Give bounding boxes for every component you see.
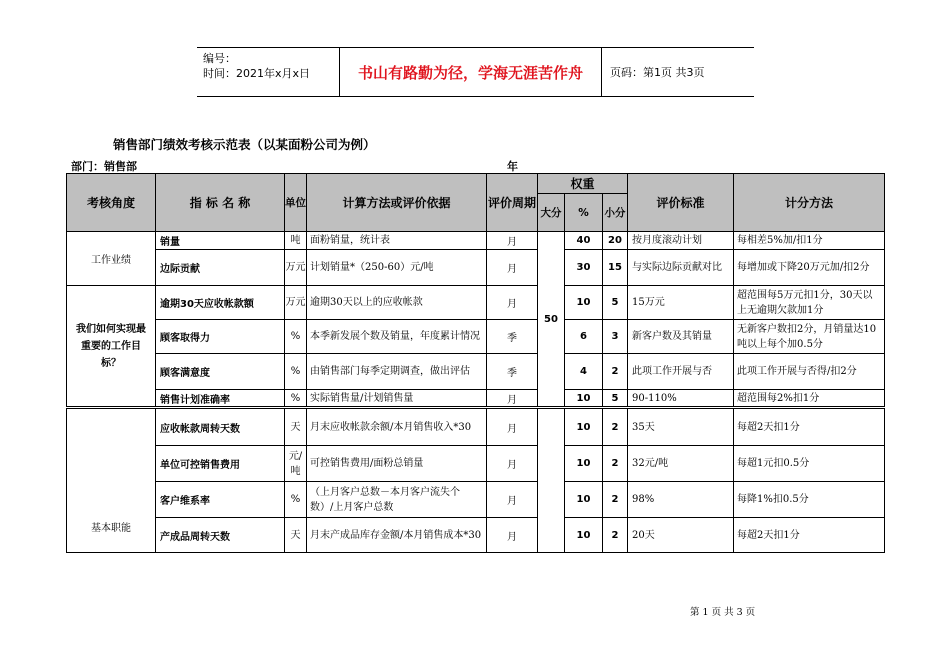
small-cell: 15 [603,250,628,286]
perspective-title: 基本职能 [67,408,156,553]
number-label: 编号： [203,52,236,65]
indicator-name: 顾客满意度 [156,354,285,390]
period-cell: 月 [487,390,538,408]
motto: 书山有路勤为径，学海无涯苦作舟 [340,48,602,96]
scoring-cell: 每增加或下降20万元加/扣2分 [734,250,885,286]
method-cell: 由销售部门每季定期调查，做出评估 [307,354,487,390]
table-row [67,354,885,390]
pct-cell: 40 [565,232,603,250]
pct-cell: 10 [565,408,603,446]
header-criteria: 评价标准 [628,174,734,232]
method-cell: 月末产成品库存金额/本月销售成本*30 [307,518,487,553]
method-cell: 月末应收帐款余额/本月销售收入*30 [307,408,487,446]
pct-cell: 10 [565,390,603,408]
perspective-question-text: 我们如何实现最重要的工作目标？ [76,323,146,369]
table-row [67,446,885,482]
table-row [67,518,885,553]
small-cell: 5 [603,286,628,320]
scoring-cell: 每超2天扣1分 [734,518,885,553]
header-unit: 单位 [285,174,307,232]
unit-cell: 元/吨 [285,446,307,482]
year-label: 年 [507,160,518,173]
criteria-cell: 32元/吨 [628,446,734,482]
small-cell: 20 [603,232,628,250]
period-cell: 月 [487,286,538,320]
document-title: 销售部门绩效考核示范表（以某面粉公司为例） [113,137,376,152]
period-cell: 季 [487,354,538,390]
header-meta [197,48,340,96]
period-cell: 季 [487,320,538,354]
small-cell: 2 [603,518,628,553]
small-cell: 2 [603,354,628,390]
criteria-cell: 与实际边际贡献对比 [628,250,734,286]
criteria-cell: 98% [628,482,734,518]
scoring-cell: 每超1元扣0.5分 [734,446,885,482]
unit-cell: 天 [285,408,307,446]
pct-cell: 4 [565,354,603,390]
method-cell: 计划销量*（250-60）元/吨 [307,250,487,286]
criteria-cell: 按月度滚动计划 [628,232,734,250]
big-weight-cell [538,408,565,553]
small-cell: 5 [603,390,628,408]
small-cell: 2 [603,446,628,482]
unit-cell: % [285,482,307,518]
unit-cell: 天 [285,518,307,553]
page-label: 页码：第1页 共3页 [610,66,705,79]
pct-cell: 10 [565,446,603,482]
indicator-name: 销量 [156,232,285,250]
scoring-cell: 每超2天扣1分 [734,408,885,446]
table-row [67,232,885,250]
unit-cell: % [285,320,307,354]
small-cell: 2 [603,408,628,446]
period-cell: 月 [487,518,538,553]
criteria-cell: 20天 [628,518,734,553]
period-cell: 月 [487,446,538,482]
indicator-name: 边际贡献 [156,250,285,286]
big-weight-cell: 50 [538,232,565,408]
criteria-cell: 90-110% [628,390,734,408]
date-label: 时间：2021年x月x日 [203,67,311,80]
scoring-cell: 每降1%扣0.5分 [734,482,885,518]
unit-cell: % [285,390,307,408]
header-method: 计算方法或评价依据 [307,174,487,232]
performance-table [66,173,885,553]
criteria-cell: 新客户数及其销量 [628,320,734,354]
table-row [67,390,885,408]
indicator-name: 逾期30天应收帐款额 [156,286,285,320]
unit-cell: 吨 [285,232,307,250]
table-row [67,320,885,354]
unit-cell: 万元 [285,250,307,286]
method-cell: 可控销售费用/面粉总销量 [307,446,487,482]
pct-cell: 10 [565,286,603,320]
header-weight-pct: % [565,194,603,232]
indicator-name: 应收帐款周转天数 [156,408,285,446]
document-header [197,47,754,97]
unit-cell: 万元 [285,286,307,320]
header-perspective: 考核角度 [67,174,156,232]
pct-cell: 6 [565,320,603,354]
table-row [67,482,885,518]
header-indicator: 指 标 名 称 [156,174,285,232]
scoring-cell: 每相差5%加/扣1分 [734,232,885,250]
small-cell: 2 [603,482,628,518]
period-cell: 月 [487,250,538,286]
header-weight-small: 小分 [603,194,628,232]
table-row [67,286,885,320]
scoring-cell: 超范围每5万元扣1分，30天以上无逾期欠款加1分 [734,286,885,320]
method-cell: 面粉销量，统计表 [307,232,487,250]
header-scoring: 计分方法 [734,174,885,232]
pct-cell: 10 [565,482,603,518]
period-cell: 月 [487,482,538,518]
method-cell: 逾期30天以上的应收帐款 [307,286,487,320]
indicator-name: 单位可控销售费用 [156,446,285,482]
criteria-cell: 15万元 [628,286,734,320]
perspective-title: 工作业绩 [67,232,156,286]
scoring-cell: 超范围每2%扣1分 [734,390,885,408]
table-row [67,408,885,446]
department-label: 部门：销售部 [71,160,137,173]
indicator-name: 顾客取得力 [156,320,285,354]
pct-cell: 10 [565,518,603,553]
page-footer: 第 1 页 共 3 页 [690,607,756,618]
indicator-name: 销售计划准确率 [156,390,285,408]
indicator-name: 产成品周转天数 [156,518,285,553]
perspective-question [67,286,156,408]
method-cell: 实际销售量/计划销售量 [307,390,487,408]
header-period: 评价周期 [487,174,538,232]
method-cell: 本季新发展个数及销量，年度累计情况 [307,320,487,354]
small-cell: 3 [603,320,628,354]
indicator-name: 客户维系率 [156,482,285,518]
criteria-cell: 35天 [628,408,734,446]
pct-cell: 30 [565,250,603,286]
scoring-cell: 无新客户数扣2分，月销量达10吨以上每个加0.5分 [734,320,885,354]
header-weight: 权重 [538,174,628,194]
period-cell: 月 [487,232,538,250]
method-cell: （上月客户总数－本月客户流失个数）/上月客户总数 [307,482,487,518]
scoring-cell: 此项工作开展与否得/扣2分 [734,354,885,390]
criteria-cell: 此项工作开展与否 [628,354,734,390]
period-cell: 月 [487,408,538,446]
unit-cell: % [285,354,307,390]
header-weight-big: 大分 [538,194,565,232]
table-row [67,250,885,286]
